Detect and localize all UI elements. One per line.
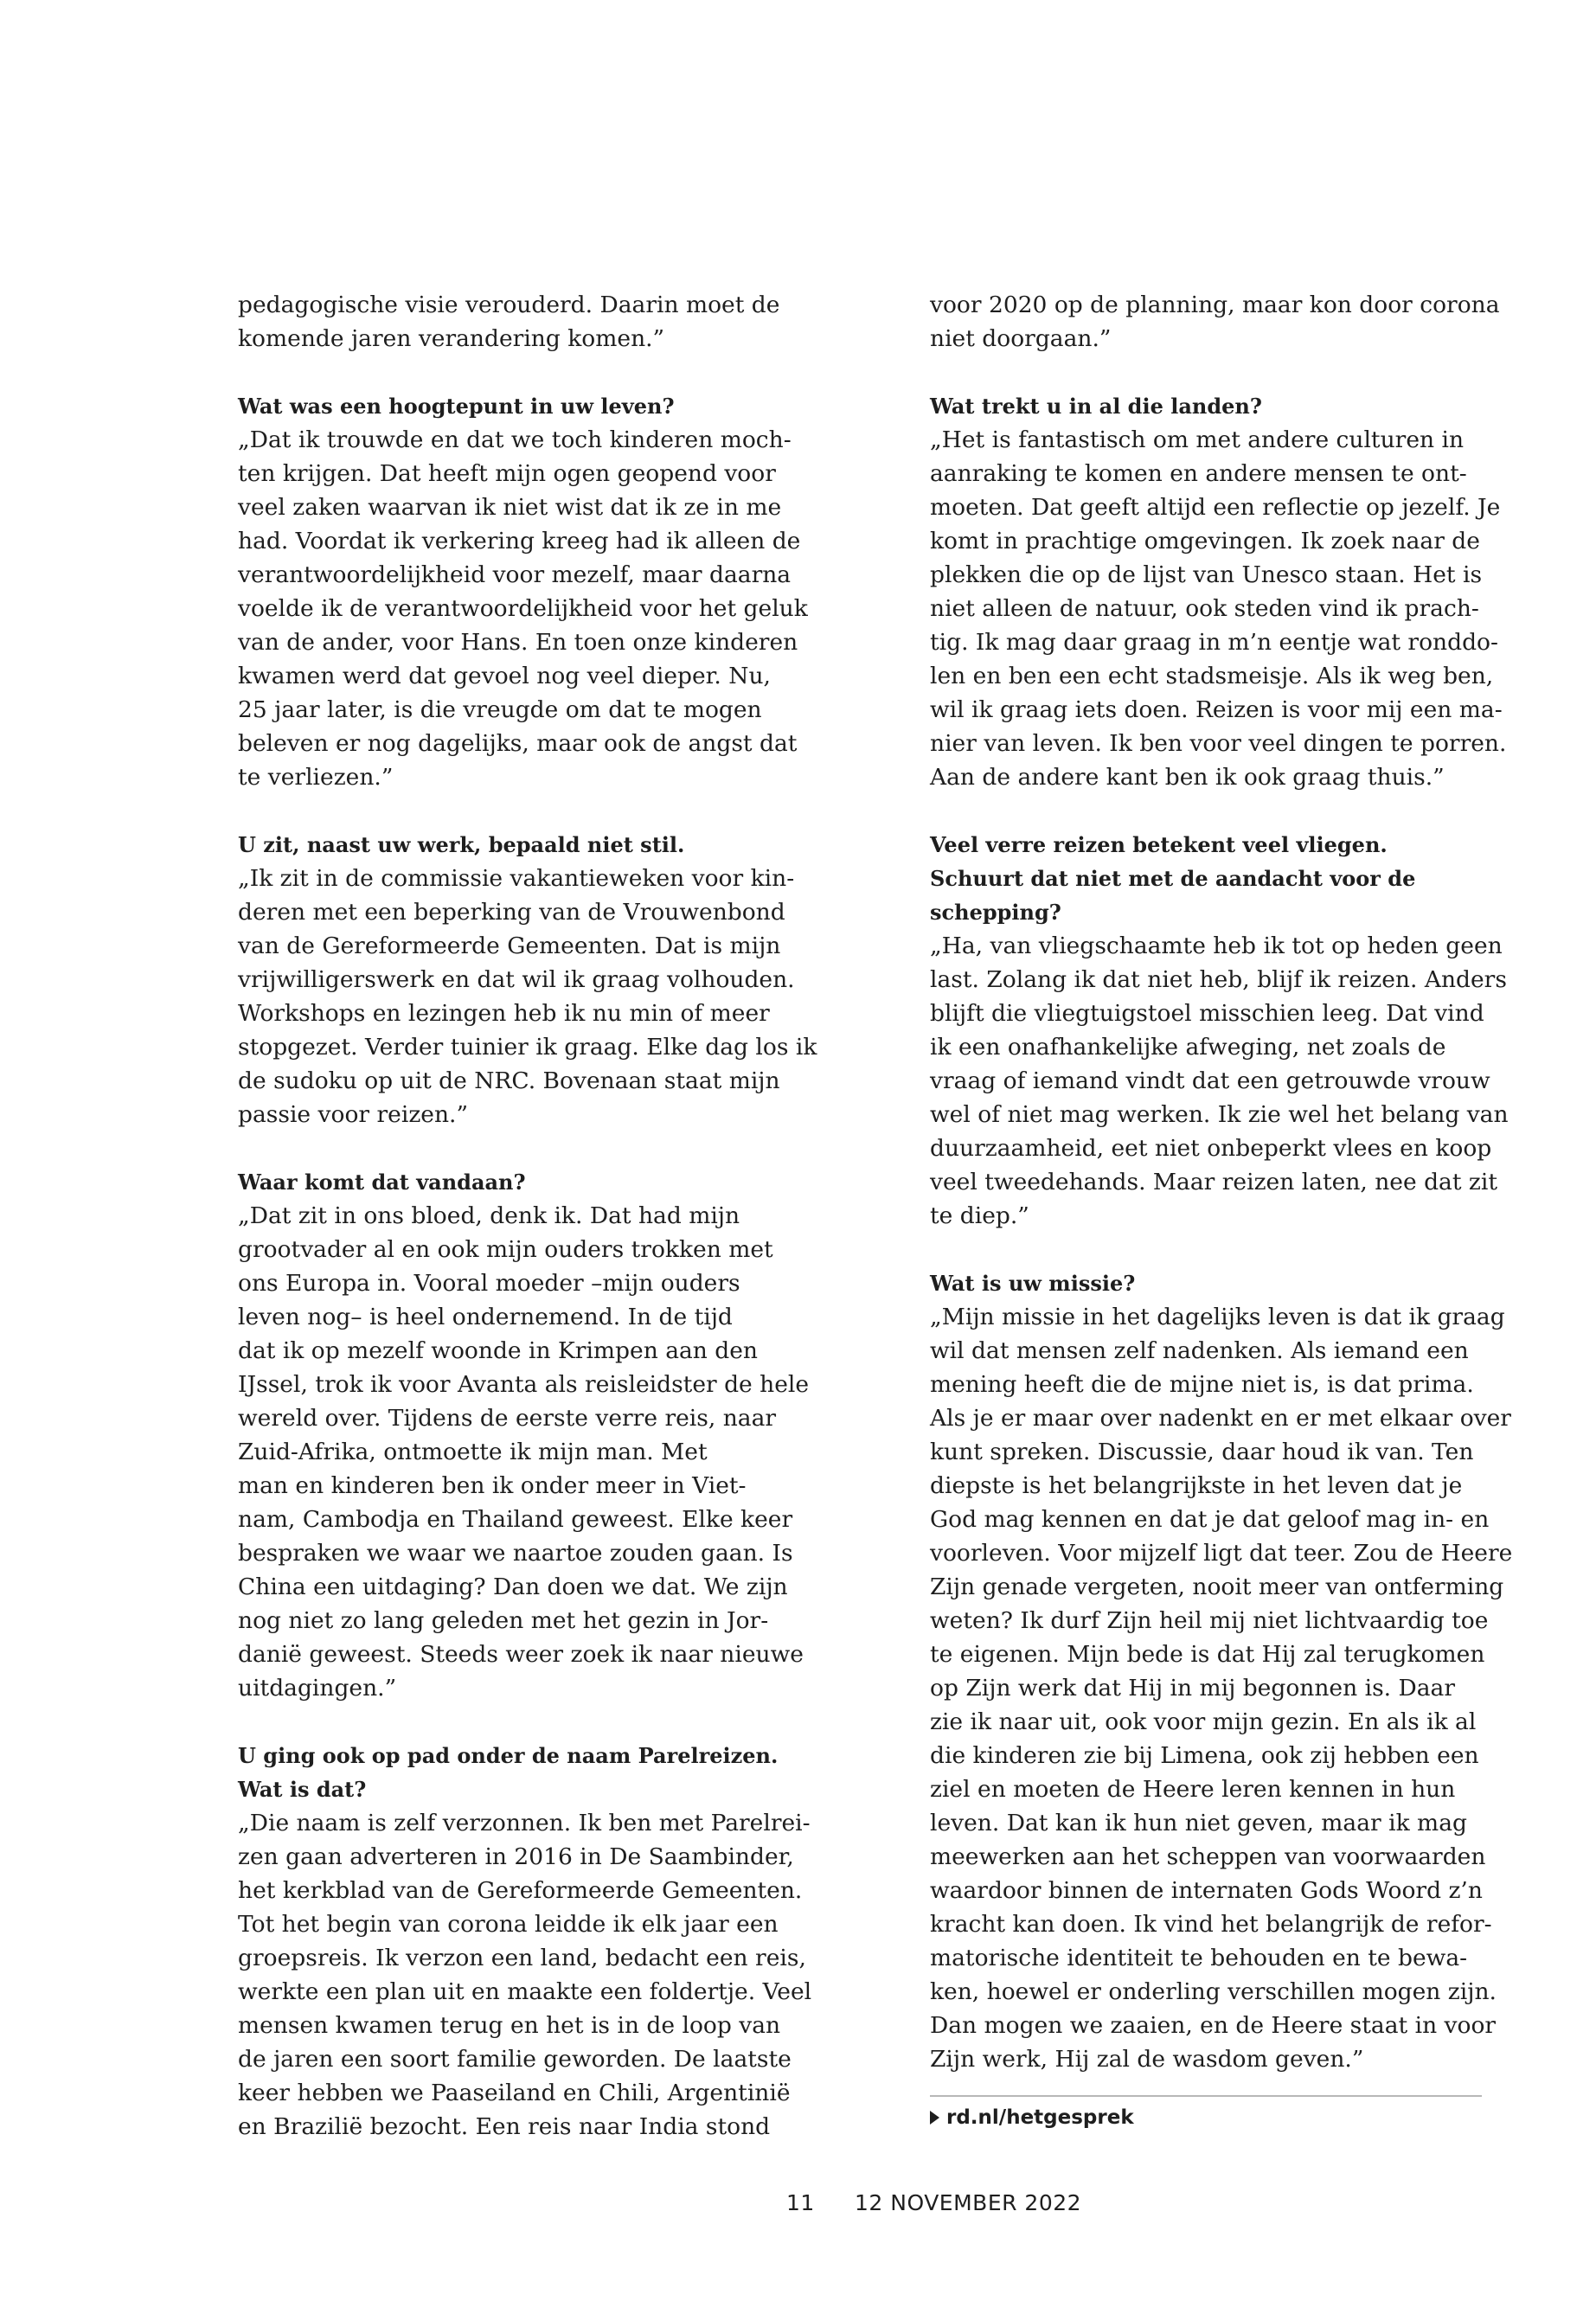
body-line: niet doorgaan.” xyxy=(930,325,1112,352)
body-line: vraag of iemand vindt dat een getrouwde vrouw xyxy=(930,1067,1490,1094)
body-line: veel zaken waarvan ik niet wist dat ik ze in me xyxy=(238,494,782,521)
body-line: wereld over. Tijdens de eerste verre reis, naar xyxy=(238,1405,777,1432)
body-line: bespraken we waar we naartoe zouden gaan. Is xyxy=(238,1540,793,1567)
body-line: „Ha, van vliegschaamte heb ik tot op heden geen xyxy=(930,933,1503,959)
body-line: de sudoku op uit de NRC. Bovenaan staat mijn xyxy=(238,1067,780,1094)
left-intro xyxy=(238,288,792,356)
body-line: aanraking te komen en andere mensen te ont- xyxy=(930,460,1467,487)
body-line: die kinderen zie bij Limena, ook zij hebben een xyxy=(930,1742,1479,1769)
body-line: op Zijn werk dat Hij in mij begonnen is. Daar xyxy=(930,1675,1456,1702)
body-line: len en ben een echt stadsmeisje. Als ik weg ben, xyxy=(930,663,1494,689)
body-line: leven. Dat kan ik hun niet geven, maar ik mag xyxy=(930,1810,1467,1836)
body-line: verantwoordelijkheid voor mezelf, maar daarna xyxy=(238,561,792,588)
body-line: „Mijn missie in het dagelijks leven is dat ik graag xyxy=(930,1304,1505,1330)
body-line: ik een onafhankelijke afweging, net zoals de xyxy=(930,1034,1446,1061)
divider xyxy=(930,2095,1482,2097)
body-line: plekken die op de lijst van Unesco staan. Het is xyxy=(930,561,1483,588)
question-heading: U zit, naast uw werk, bepaald niet stil. xyxy=(238,832,685,857)
body-line: van de Gereformeerde Gemeenten. Dat is mijn xyxy=(238,933,781,959)
page-number: 11 xyxy=(786,2190,815,2215)
body-line: Tot het begin van corona leidde ik elk jaar een xyxy=(238,1911,779,1938)
body-line: moeten. Dat geeft altijd een reflectie op jezelf. Je xyxy=(930,494,1501,521)
left-column xyxy=(238,288,817,2177)
body-line: Zijn genade vergeten, nooit meer van ontferming xyxy=(930,1574,1504,1600)
play-arrow-icon xyxy=(930,2111,939,2125)
qa-section xyxy=(238,389,808,794)
question-heading: schepping? xyxy=(930,900,1061,925)
body-line: „Die naam is zelf verzonnen. Ik ben met Parelrei- xyxy=(238,1810,811,1836)
question-heading: Wat trekt u in al die landen? xyxy=(930,394,1262,419)
body-line: Workshops en lezingen heb ik nu min of meer xyxy=(238,1000,770,1027)
body-line: wel of niet mag werken. Ik zie wel het belang van xyxy=(930,1101,1509,1128)
body-line: nier van leven. Ik ben voor veel dingen te porren. xyxy=(930,730,1507,757)
body-line: werkte een plan uit en maakte een foldertje. Veel xyxy=(238,1978,812,2005)
question-heading: Veel verre reizen betekent veel vliegen. xyxy=(930,832,1388,857)
body-line: zen gaan adverteren in 2016 in De Saambinder, xyxy=(238,1843,794,1870)
body-line: van de ander, voor Hans. En toen onze kinderen xyxy=(238,629,798,656)
body-line: waardoor binnen de internaten Gods Woord z’n xyxy=(930,1877,1483,1904)
body-line: kracht kan doen. Ik vind het belangrijk de refor- xyxy=(930,1911,1492,1938)
body-line: te diep.” xyxy=(930,1202,1029,1229)
question-heading: Wat is dat? xyxy=(238,1777,367,1802)
body-line: ziel en moeten de Heere leren kennen in hun xyxy=(930,1776,1456,1803)
body-line: groepsreis. Ik verzon een land, bedacht een reis, xyxy=(238,1945,806,1971)
body-line: man en kinderen ben ik onder meer in Viet- xyxy=(238,1472,747,1499)
body-line: weten? Ik durf Zijn heil mij niet lichtvaardig toe xyxy=(930,1607,1489,1634)
qa-section xyxy=(930,828,1509,1233)
body-line: wil dat mensen zelf nadenken. Als iemand een xyxy=(930,1337,1469,1364)
body-line: mening heeft die de mijne niet is, is dat prima. xyxy=(930,1371,1474,1398)
body-line: Aan de andere kant ben ik ook graag thuis.” xyxy=(930,764,1445,791)
body-line: IJssel, trok ik voor Avanta als reisleidster de hele xyxy=(238,1371,810,1398)
body-line: meewerken aan het scheppen van voorwaarden xyxy=(930,1843,1486,1870)
body-line: ons Europa in. Vooral moeder –mijn ouders xyxy=(238,1270,740,1297)
body-line: veel tweedehands. Maar reizen laten, nee dat zit xyxy=(930,1169,1498,1195)
body-line: voorleven. Voor mijzelf ligt dat teer. Zou de Heere xyxy=(930,1540,1513,1567)
article-link[interactable] xyxy=(930,2105,1134,2131)
question-heading: Schuurt dat niet met de aandacht voor de xyxy=(930,866,1416,891)
body-line: ten krijgen. Dat heeft mijn ogen geopend voor xyxy=(238,460,776,487)
body-line: kunt spreken. Discussie, daar houd ik van. Ten xyxy=(930,1439,1474,1465)
question-heading: Waar komt dat vandaan? xyxy=(238,1170,526,1195)
body-line: te eigenen. Mijn bede is dat Hij zal terugkomen xyxy=(930,1641,1485,1668)
qa-section xyxy=(238,1739,812,2144)
qa-section xyxy=(238,828,817,1131)
body-line: het kerkblad van de Gereformeerde Gemeenten. xyxy=(238,1877,803,1904)
body-line: 25 jaar later, is die vreugde om dat te mogen xyxy=(238,696,762,723)
body-line: „Dat ik trouwde en dat we toch kinderen moch- xyxy=(238,426,792,453)
body-line: „Het is fantastisch om met andere culturen in xyxy=(930,426,1465,453)
body-line: keer hebben we Paaseiland en Chili, Argentinië xyxy=(238,2080,791,2106)
body-line: wil ik graag iets doen. Reizen is voor mij een ma- xyxy=(930,696,1503,723)
body-line: „Ik zit in de commissie vakantieweken voor kin- xyxy=(238,865,795,892)
body-line: te verliezen.” xyxy=(238,764,394,791)
qa-section xyxy=(930,389,1507,794)
body-line: stopgezet. Verder tuinier ik graag. Elke dag los ik xyxy=(238,1034,817,1061)
body-line: de jaren een soort familie geworden. De laatste xyxy=(238,2046,792,2073)
body-line: komende jaren verandering komen.” xyxy=(238,325,665,352)
body-line: Zuid-Afrika, ontmoette ik mijn man. Met xyxy=(238,1439,708,1465)
body-line: „Dat zit in ons bloed, denk ik. Dat had mijn xyxy=(238,1202,740,1229)
body-line: pedagogische visie verouderd. Daarin moet de xyxy=(238,292,780,318)
body-line: blijft die vliegtuigstoel misschien leeg. Dat vind xyxy=(930,1000,1484,1027)
body-line: matorische identiteit te behouden en te bewa- xyxy=(930,1945,1468,1971)
body-line: niet alleen de natuur, ook steden vind ik prach- xyxy=(930,595,1479,622)
body-line: zie ik naar uit, ook voor mijn gezin. En als ik al xyxy=(930,1708,1477,1735)
body-line: en Brazilië bezocht. Een reis naar India stond xyxy=(238,2113,771,2140)
body-line: duurzaamheid, eet niet onbeperkt vlees en koop xyxy=(930,1135,1492,1162)
question-heading: Wat is uw missie? xyxy=(930,1271,1136,1296)
body-line: ken, hoewel er onderling verschillen mogen zijn. xyxy=(930,1978,1497,2005)
issue-date: 12 NOVEMBER 2022 xyxy=(855,2190,1082,2215)
body-line: passie voor reizen.” xyxy=(238,1101,469,1128)
body-line: Dan mogen we zaaien, en de Heere staat in voor xyxy=(930,2012,1497,2039)
body-line: Zijn werk, Hij zal de wasdom geven.” xyxy=(930,2046,1364,2073)
body-line: deren met een beperking van de Vrouwenbond xyxy=(238,899,785,926)
question-heading: Wat was een hoogtepunt in uw leven? xyxy=(238,394,675,419)
body-line: Als je er maar over nadenkt en er met elkaar over xyxy=(930,1405,1511,1432)
article-link-text[interactable]: rd.nl/hetgesprek xyxy=(946,2106,1134,2129)
body-line: nam, Cambodja en Thailand geweest. Elke keer xyxy=(238,1506,793,1533)
right-column xyxy=(930,288,1513,2110)
body-line: uitdagingen.” xyxy=(238,1675,397,1702)
body-line: China een uitdaging? Dan doen we dat. We zijn xyxy=(238,1574,788,1600)
body-line: mensen kwamen terug en het is in de loop van xyxy=(238,2012,781,2039)
question-heading: U ging ook op pad onder de naam Parelreizen. xyxy=(238,1743,779,1768)
body-line: vrijwilligerswerk en dat wil ik graag volhouden. xyxy=(238,966,795,993)
right-intro xyxy=(930,288,1500,356)
qa-section xyxy=(238,1165,810,1705)
body-line: grootvader al en ook mijn ouders trokken met xyxy=(238,1236,773,1263)
body-line: komt in prachtige omgevingen. Ik zoek naar de xyxy=(930,528,1480,554)
body-line: diepste is het belangrijkste in het leven dat je xyxy=(930,1472,1463,1499)
body-line: nog niet zo lang geleden met het gezin in Jor- xyxy=(238,1607,769,1634)
body-line: had. Voordat ik verkering kreeg had ik alleen de xyxy=(238,528,801,554)
body-line: voelde ik de verantwoordelijkheid voor het geluk xyxy=(238,595,808,622)
body-line: beleven er nog dagelijks, maar ook de angst dat xyxy=(238,730,798,757)
body-line: danië geweest. Steeds weer zoek ik naar nieuwe xyxy=(238,1641,804,1668)
body-line: kwamen werd dat gevoel nog veel dieper. Nu, xyxy=(238,663,771,689)
body-line: voor 2020 op de planning, maar kon door corona xyxy=(930,292,1500,318)
body-line: leven nog– is heel ondernemend. In de tijd xyxy=(238,1304,733,1330)
body-line: tig. Ik mag daar graag in m’n eentje wat ronddo- xyxy=(930,629,1498,656)
qa-section xyxy=(930,1266,1513,2076)
body-line: dat ik op mezelf woonde in Krimpen aan den xyxy=(238,1337,758,1364)
body-line: God mag kennen en dat je dat geloof mag in- en xyxy=(930,1506,1490,1533)
body-line: last. Zolang ik dat niet heb, blijf ik reizen. Anders xyxy=(930,966,1507,993)
